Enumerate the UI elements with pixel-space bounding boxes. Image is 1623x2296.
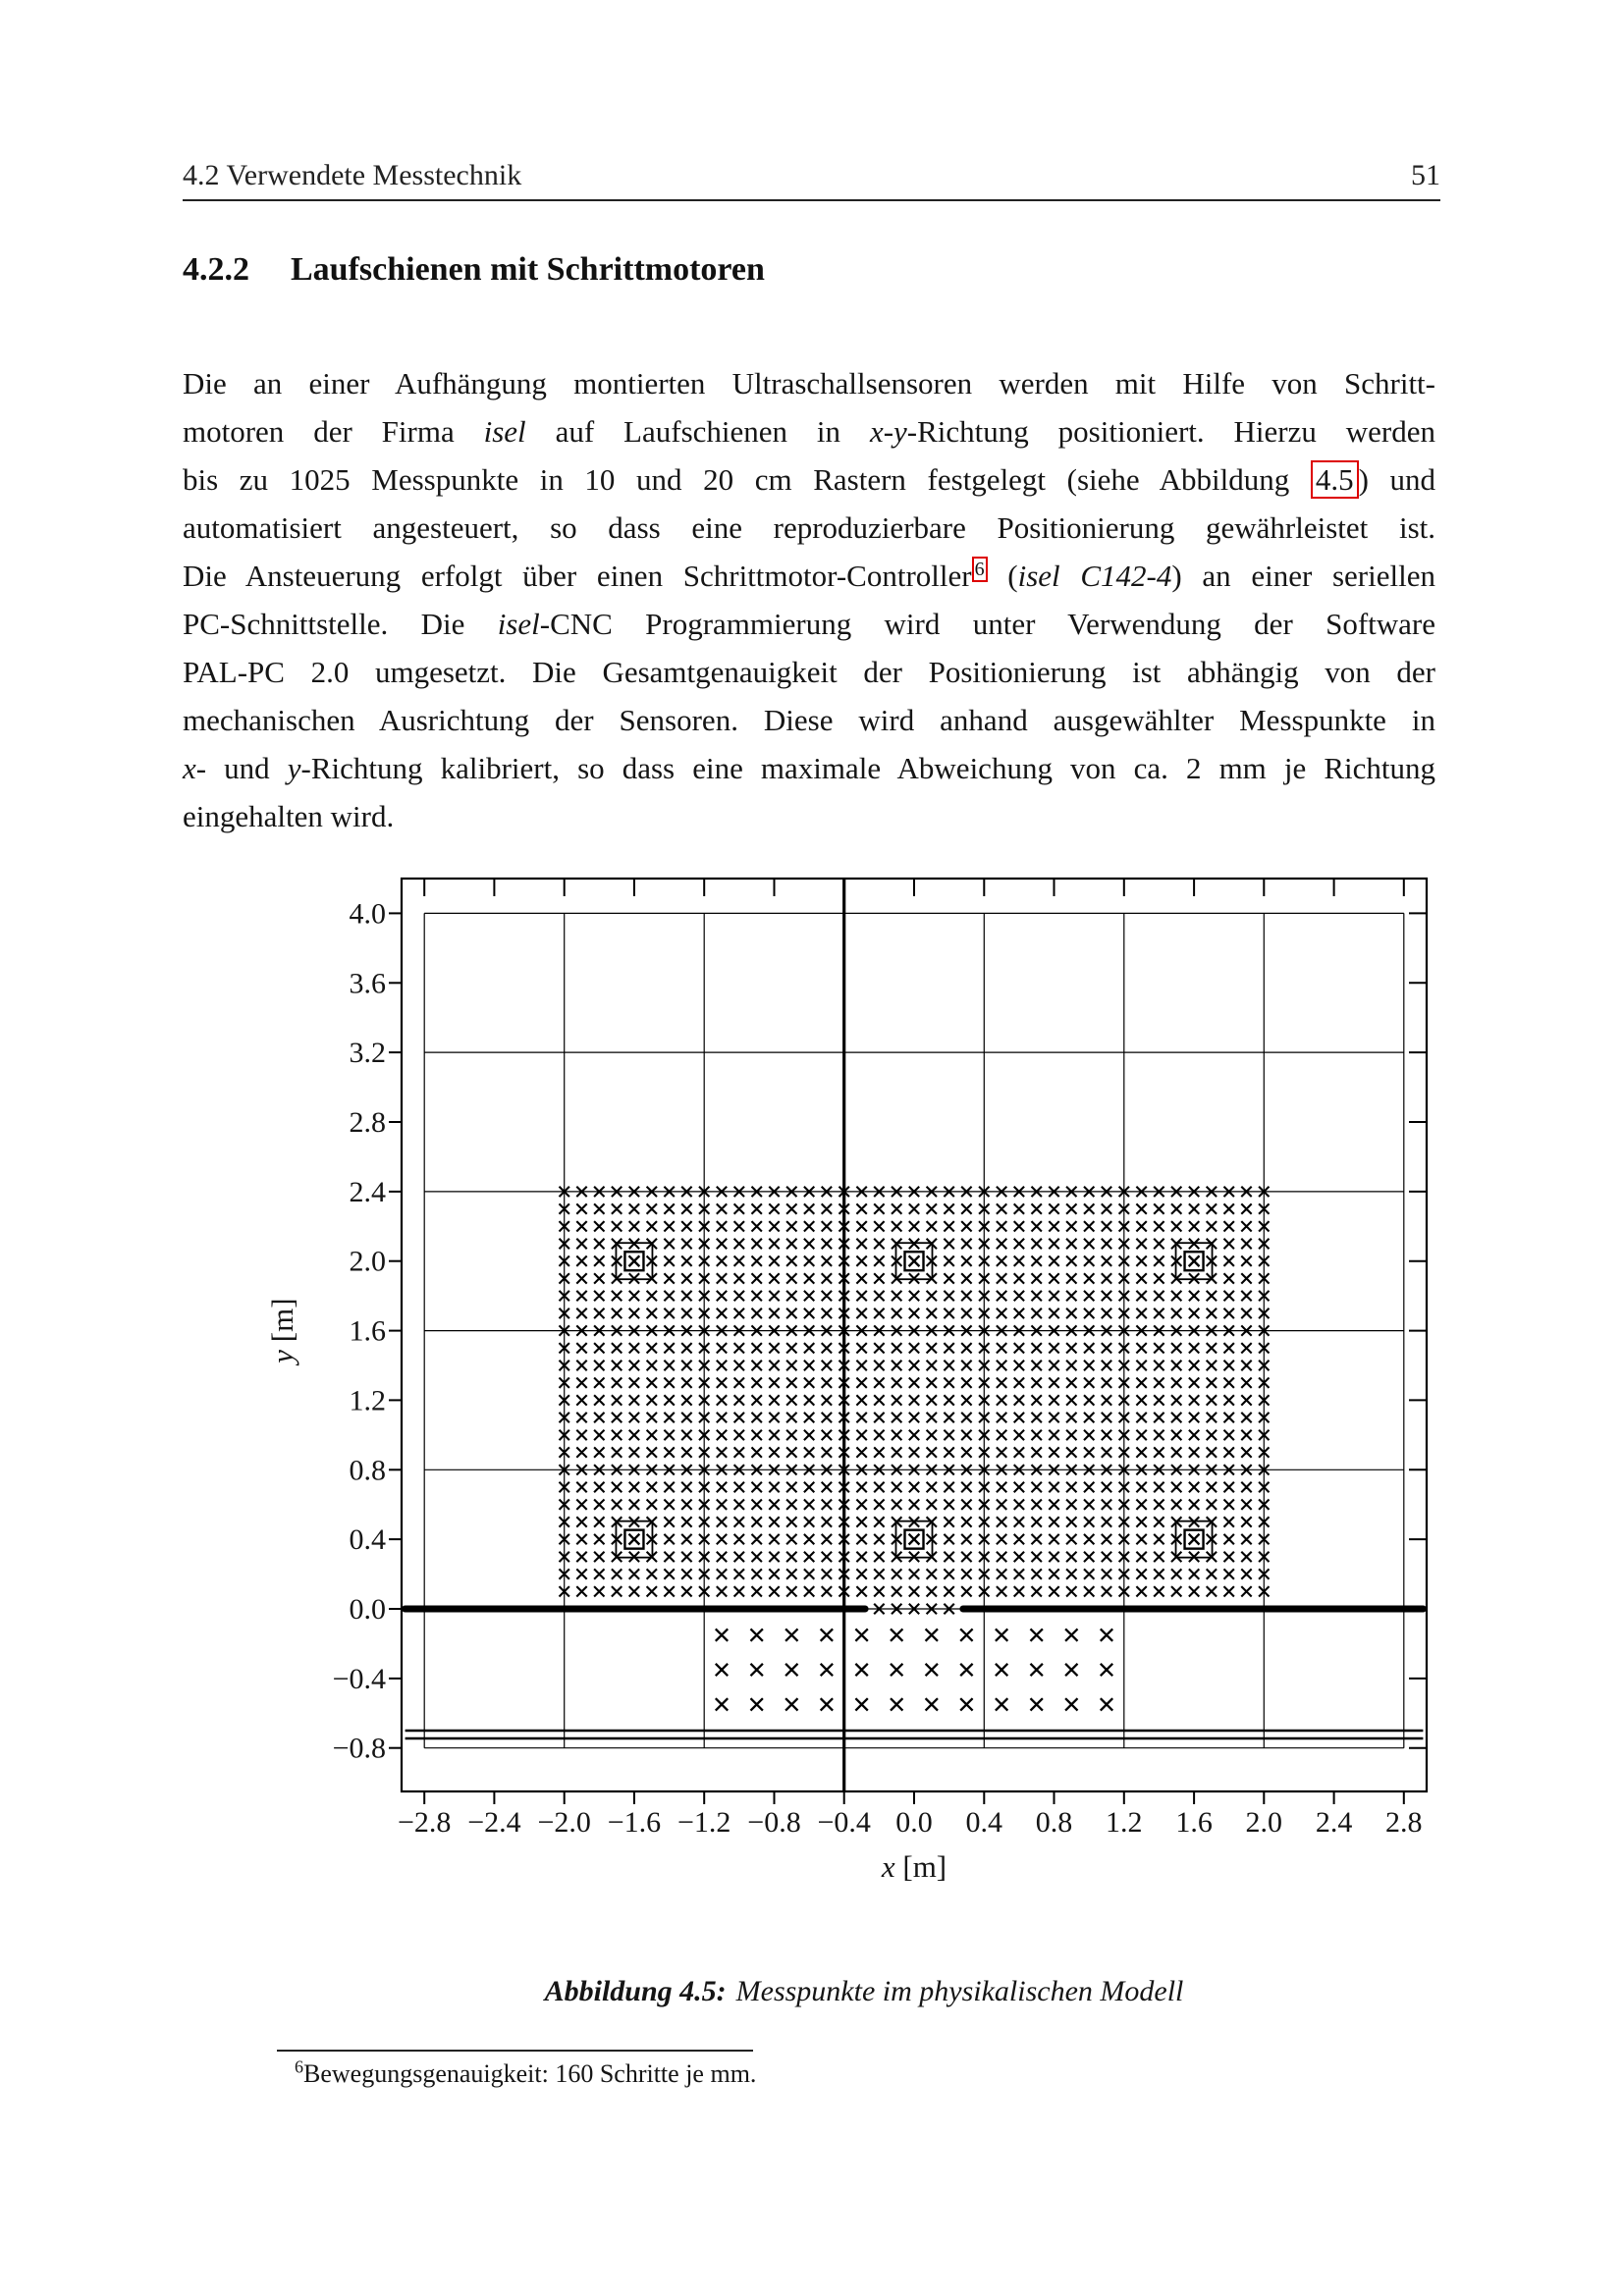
body-text-segment: PAL-PC 2.0 umgesetzt. Die Gesamtgenauigkeit der Positionierung ist abhängig von der	[183, 655, 1435, 689]
svg-text:2.0: 2.0	[1245, 1806, 1283, 1839]
figure-caption	[236, 1975, 1492, 2008]
svg-text:−2.8: −2.8	[397, 1806, 452, 1839]
svg-text:−0.8: −0.8	[747, 1806, 801, 1839]
svg-text:0.8: 0.8	[1035, 1806, 1073, 1839]
body-text-segment: - und	[195, 751, 288, 785]
svg-text:3.6: 3.6	[349, 967, 386, 1000]
body-text-segment: -Richtung positioniert. Hierzu werden	[906, 414, 1435, 449]
measurement-points-20cm	[716, 1629, 1112, 1710]
svg-text:2.4: 2.4	[349, 1175, 386, 1208]
footnote-text: Bewegungsgenauigkeit: 160 Schritte je mm.	[303, 2059, 757, 2088]
svg-text:−1.6: −1.6	[607, 1806, 662, 1839]
svg-text:1.2: 1.2	[1106, 1806, 1143, 1839]
axes-frame	[389, 879, 1427, 1804]
svg-text:0.4: 0.4	[349, 1523, 386, 1557]
body-text-segment: y	[287, 751, 301, 785]
svg-text:−0.8: −0.8	[332, 1732, 386, 1765]
figure-caption-label: Abbildung 4.5:	[544, 1975, 727, 2007]
page-number: 51	[1411, 159, 1440, 191]
svg-text:0.0: 0.0	[349, 1593, 386, 1626]
svg-text:−2.0: −2.0	[537, 1806, 591, 1839]
svg-text:2.0: 2.0	[349, 1245, 386, 1278]
figure-caption-text: Messpunkte im physikalischen Modell	[735, 1975, 1184, 2007]
svg-text:0.4: 0.4	[965, 1806, 1003, 1839]
body-text-segment: motoren der Firma	[183, 414, 484, 449]
body-line	[183, 792, 1435, 840]
svg-text:3.2: 3.2	[349, 1037, 386, 1070]
body-line	[183, 455, 1435, 504]
body-text-segment: -	[883, 414, 894, 449]
footnote-marker: 6	[295, 2056, 303, 2077]
svg-text:1.6: 1.6	[1175, 1806, 1213, 1839]
body-line	[183, 552, 1435, 600]
running-header	[183, 159, 1440, 192]
body-text-segment: isel C142-4	[1017, 559, 1172, 593]
svg-text:2.8: 2.8	[349, 1106, 386, 1139]
svg-text:−1.2: −1.2	[676, 1806, 731, 1839]
body-line	[183, 600, 1435, 648]
body-text-segment: isel	[497, 607, 540, 641]
body-text-segment: x	[183, 751, 196, 785]
section-heading	[183, 251, 765, 289]
section-number: 4.2.2	[183, 251, 249, 288]
body-text-segment: mechanischen Ausrichtung der Sensoren. Diese wird anhand ausgewählter Messpunkte in	[183, 703, 1435, 737]
body-text-segment: ) und	[1358, 462, 1435, 497]
footnote	[295, 2056, 1434, 2089]
body-line	[183, 407, 1435, 455]
svg-text:2.4: 2.4	[1315, 1806, 1353, 1839]
svg-text:4.0: 4.0	[349, 897, 386, 931]
body-text-segment: (	[987, 559, 1018, 593]
header-rule	[183, 199, 1440, 201]
svg-text:−0.4: −0.4	[817, 1806, 871, 1839]
svg-text:1.2: 1.2	[349, 1384, 386, 1417]
svg-text:−2.4: −2.4	[467, 1806, 521, 1839]
svg-text:2.8: 2.8	[1385, 1806, 1423, 1839]
svg-text:0.0: 0.0	[895, 1806, 933, 1839]
body-text-segment: eingehalten wird.	[183, 799, 395, 833]
body-text-segment: isel	[483, 414, 526, 449]
svg-text:0.8: 0.8	[349, 1454, 386, 1487]
x-axis-label: x [m]	[881, 1849, 947, 1884]
body-text-segment: -CNC Programmierung wird unter Verwendung der Software	[539, 607, 1436, 641]
body-line	[183, 744, 1435, 792]
footnote-reference-link[interactable]: 6	[972, 557, 988, 582]
body-text-segment: x	[869, 414, 884, 449]
body-line	[183, 359, 1435, 407]
model-wall-horizontal	[406, 1609, 1424, 1738]
body-paragraph	[183, 359, 1435, 840]
svg-text:−0.4: −0.4	[332, 1662, 386, 1695]
body-line	[183, 504, 1435, 552]
body-text-segment: Die an einer Aufhängung montierten Ultraschallsensoren werden mit Hilfe von Schritt-	[183, 366, 1435, 400]
figure-plot	[236, 842, 1492, 1902]
section-title: Laufschienen mit Schrittmotoren	[291, 251, 765, 288]
body-line	[183, 648, 1435, 696]
figure-reference-link[interactable]: 4.5	[1311, 460, 1359, 499]
svg-text:1.6: 1.6	[349, 1314, 386, 1348]
footnote-rule	[277, 2050, 753, 2052]
y-axis-label: y [m]	[265, 1298, 299, 1363]
body-text-segment: automatisiert angesteuert, so dass eine reproduzierbare Positionierung gewährleistet ist.	[183, 510, 1435, 545]
body-text-segment: PC-Schnittstelle. Die	[183, 607, 498, 641]
header-section-title: 4.2 Verwendete Messtechnik	[183, 159, 522, 191]
body-text-segment: -Richtung kalibriert, so dass eine maximale Abweichung von ca. 2 mm je Richtung	[300, 751, 1436, 785]
body-text-segment: auf Laufschienen in	[525, 414, 870, 449]
body-line	[183, 696, 1435, 744]
body-text-segment: y	[893, 414, 907, 449]
body-text-segment: Die Ansteuerung erfolgt über einen Schrittmotor-Controller	[183, 559, 972, 593]
body-text-segment: bis zu 1025 Messpunkte in 10 und 20 cm Rastern festgelegt (siehe Abbildung	[183, 462, 1311, 497]
body-text-segment: ) an einer seriellen	[1171, 559, 1435, 593]
